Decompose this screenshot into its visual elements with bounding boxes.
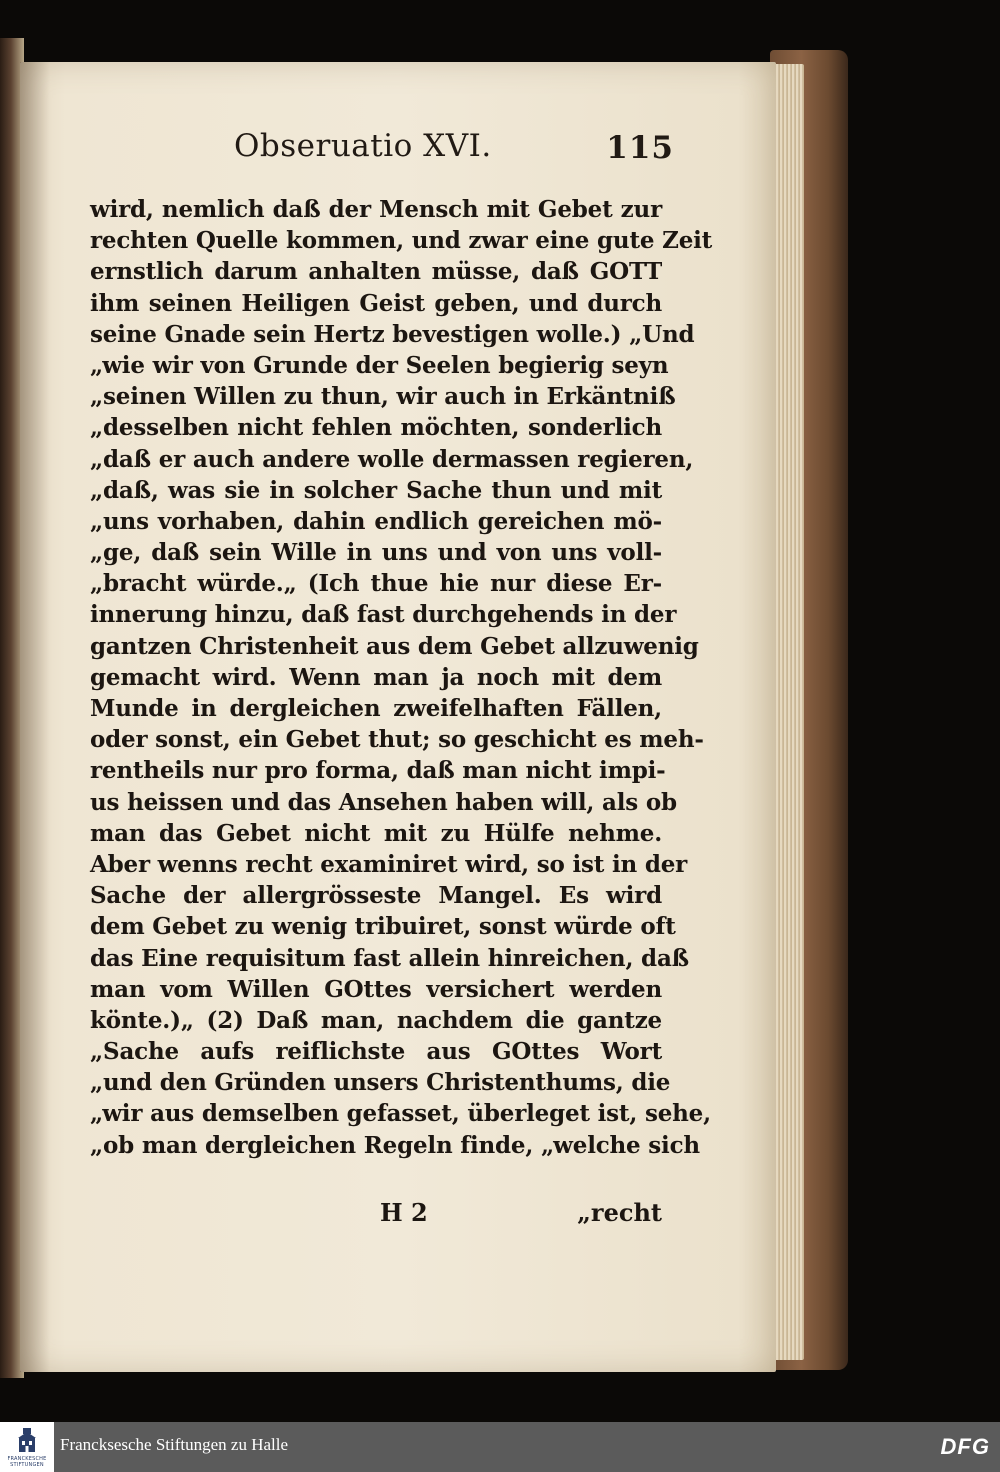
text-line: könte.)„ (2) Daß man, nachdem die gantze bbox=[90, 1006, 662, 1034]
institution-logo[interactable] bbox=[0, 1422, 54, 1472]
text-line: „seinen Willen zu thun, wir auch in Erkäntniß bbox=[90, 383, 676, 411]
text-line: „uns vorhaben, dahin endlich gereichen mö- bbox=[90, 507, 662, 535]
signature-mark: H 2 bbox=[380, 1198, 428, 1227]
viewer-footer-bar bbox=[0, 1422, 1000, 1472]
running-head bbox=[234, 128, 674, 178]
institution-name: Francksesche Stiftungen zu Halle bbox=[60, 1435, 289, 1454]
text-line: „ob man dergleichen Regeln finde, „welche sich bbox=[90, 1131, 700, 1159]
text-line: „Sache aufs reiflichste aus GOttes Wort bbox=[90, 1038, 662, 1066]
text-line: Sache der allergrösseste Mangel. Es wird bbox=[90, 882, 662, 910]
text-line: „daß, was sie in solcher Sache thun und mit bbox=[90, 476, 662, 504]
dfg-logo[interactable]: DFG bbox=[940, 1434, 990, 1459]
text-line: seine Gnade sein Hertz bevestigen wolle.) „Und bbox=[90, 320, 695, 348]
text-line: wird, nemlich daß der Mensch mit Gebet zur bbox=[90, 196, 662, 223]
text-line: Aber wenns recht examiniret wird, so ist in der bbox=[90, 850, 688, 878]
catchword: „recht bbox=[577, 1198, 662, 1227]
logo-text: FRANCKESCHE STIFTUNGEN bbox=[7, 1456, 47, 1468]
text-line: rechten Quelle kommen, und zwar eine gute Zeit bbox=[90, 227, 713, 255]
text-line: „und den Gründen unsers Christenthums, die bbox=[90, 1069, 671, 1097]
page-footer-line bbox=[90, 1198, 662, 1234]
text-line: ernstlich darum anhalten müsse, daß GOTT bbox=[90, 258, 662, 286]
text-line: „wie wir von Grunde der Seelen begierig seyn bbox=[90, 351, 669, 379]
page-number: 115 bbox=[606, 130, 674, 166]
text-line: dem Gebet zu wenig tribuiret, sonst würde oft bbox=[90, 913, 676, 941]
text-line: „bracht würde.„ (Ich thue hie nur diese Er- bbox=[90, 570, 662, 598]
text-line: ihm seinen Heiligen Geist geben, und durch bbox=[90, 289, 662, 317]
text-line: gantzen Christenheit aus dem Gebet allzuwenig bbox=[90, 632, 699, 660]
text-line: oder sonst, ein Gebet thut; so geschicht es meh- bbox=[90, 726, 704, 754]
text-line: gemacht wird. Wenn man ja noch mit dem bbox=[90, 663, 662, 691]
text-line: Munde in dergleichen zweifelhaften Fällen, bbox=[90, 695, 662, 722]
text-line: us heissen und das Ansehen haben will, als ob bbox=[90, 788, 677, 816]
text-line: rentheils nur pro forma, daß man nicht impi- bbox=[90, 757, 666, 785]
running-title: Obseruatio XVI. bbox=[234, 128, 492, 164]
text-line: „desselben nicht fehlen möchten, sonderlich bbox=[90, 414, 662, 442]
text-line: „wir aus demselben gefasset, überleget ist, sehe, bbox=[90, 1100, 711, 1128]
orphanage-building-icon bbox=[14, 1426, 40, 1456]
text-line: man vom Willen GOttes versichert werden bbox=[90, 975, 662, 1003]
text-line: das Eine requisitum fast allein hinreichen, daß bbox=[90, 944, 689, 972]
text-line: „ge, daß sein Wille in uns und von uns voll- bbox=[90, 539, 662, 567]
text-line: innerung hinzu, daß fast durchgehends in der bbox=[90, 601, 677, 629]
book-page bbox=[20, 62, 776, 1372]
text-line: „daß er auch andere wolle dermassen regieren, bbox=[90, 445, 694, 473]
text-line: man das Gebet nicht mit zu Hülfe nehme. bbox=[90, 819, 662, 847]
gutter-shadow bbox=[20, 62, 50, 1372]
body-text bbox=[90, 194, 713, 1161]
